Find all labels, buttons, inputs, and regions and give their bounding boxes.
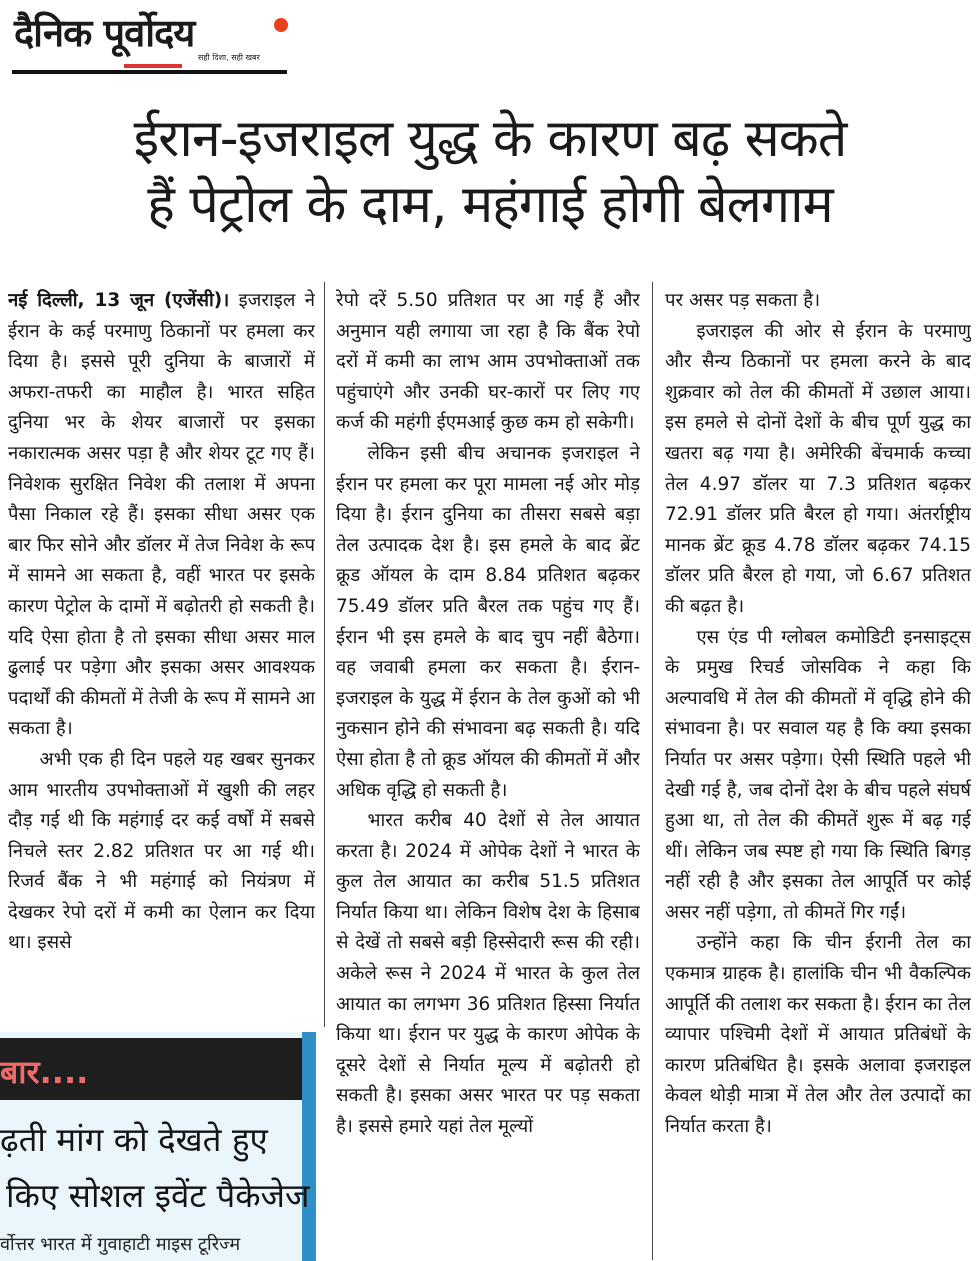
paragraph-text: इजराइल ने ईरान के कई परमाणु ठिकानों पर हमला कर दिया है। इससे पूरी दुनिया के बाजारों में अफरा-तफरी का माहौल है। भारत सहित दुनिया भर के शेयर बाजारों पर इसका नकारात्मक असर पड़ा है और शेयर टूट गए हैं। निवेशक सुरक्षित निवेश की तलाश में अपना पैसा निकाल रहे हैं। इसका सीधा असर एक बार फिर सोने और डॉलर में तेज निवेश के रूप में सामने आ सकता है, वहीं भारत पर इसके कारण पेट्रोल के दामों में बढ़ोतरी हो सकती है। यदि ऐसा होता है तो इसका सीधा असर माल ढुलाई पर पड़ेगा और इसका असर आवश्यक पदार्थों की कीमतों में तेजी के रूप में सामने आ सकता है। xyxy=(8,290,315,740)
promo-headline-line-1: ढ़ती मांग को देखते हुए xyxy=(0,1120,268,1159)
article-paragraph: लेकिन इसी बीच अचानक इजराइल ने ईरान पर हमला कर पूरा मामला नई ओर मोड़ दिया है। ईरान दुनिया का तीसरा सबसे बड़ा तेल उत्पादक देश है। इस हमले के बाद ब्रेंट क्रूड ऑयल के दाम 8.84 प्रतिशत बढ़कर 75.49 डॉलर प्रति बैरल तक पहुंच गए हैं। ईरान भी इस हमले के बाद चुप नहीं बैठेगा। वह जवाबी हमला कर सकता है। ईरान-इजराइल के युद्ध में ईरान के तेल कुओं को भी नुकसान होने की संभावना बढ़ सकती है। यदि ऐसा होता है तो क्रूड ऑयल की कीमतों में और अधिक वृद्धि हो सकती है। xyxy=(336,442,640,801)
logo-dot-icon xyxy=(274,18,288,32)
masthead-rule xyxy=(12,70,287,74)
article-paragraph: एस एंड पी ग्लोबल कमोडिटी इनसाइट्स के प्रमुख रिचर्ड जोसविक ने कहा कि अल्पावधि में तेल की कीमतों में वृद्धि होने की संभावना है। पर सवाल यह है कि क्या इसका निर्यात पर असर पड़ेगा। ऐसी स्थिति पहले भी देखी गई है, जब दोनों देश के बीच पहले संघर्ष हुआ था, तो तेल की कीमतें शुरू में बढ़ गई थीं। लेकिन जब स्पष्ट हो गया कि स्थिति बिगड़ नहीं रही है और इसका तेल आपूर्ति पर कोई असर नहीं पड़ेगा, तो कीमतें गिर गईं। xyxy=(665,626,971,923)
article-paragraph: पर असर पड़ सकता है। xyxy=(665,290,821,311)
article-paragraph: भारत करीब 40 देशों से तेल आयात करता है। 2024 में ओपेक देशों ने भारत के कुल तेल आयात का करीब 51.5 प्रतिशत निर्यात किया था। लेकिन विशेष देश के हिसाब से देखें तो सबसे बड़ी हिस्सेदारी रूस की रही। अकेले रूस ने 2024 में भारत के कुल तेल आयात का लगभग 36 प्रतिशत हिस्सा निर्यात किया था। ईरान पर युद्ध के कारण ओपेक के दूसरे देशों से निर्यात मूल्य में बढ़ोतरी हो सकती है। इसका असर भारत पर पड़ सकता है। इससे हमारे यहां तेल मूल्यों xyxy=(336,810,640,1138)
article-paragraph: रेपो दरें 5.50 प्रतिशत पर आ गई हैं और अनुमान यही लगाया जा रहा है कि बैंक रेपो दरों में कमी का लाभ आम उपभोक्ताओं तक पहुंचाएंगे और उनकी घर-कारों पर लिए गए कर्ज की महंगी ईएमआई कुछ कम हो सकेगी। xyxy=(336,290,640,434)
article-paragraph xyxy=(8,286,315,745)
article-paragraph: अभी एक ही दिन पहले यह खबर सुनकर आम भारतीय उपभोक्ताओं में खुशी की लहर दौड़ गई थी कि महंगाई दर कई वर्षों में सबसे निचले स्तर 2.82 प्रतिशत पर आ गई थी। रिजर्व बैंक ने भी महंगाई को नियंत्रण में देखकर रेपो दरों में कमी का ऐलान कर दिया था। इससे xyxy=(8,748,315,954)
masthead xyxy=(12,6,287,72)
headline-line-1: ईरान-इजराइल युद्ध के कारण बढ़ सकते xyxy=(133,109,847,169)
dateline: नई दिल्ली, 13 जून (एजेंसी)। xyxy=(8,290,230,311)
article-column-2 xyxy=(336,286,640,1261)
article-paragraph: इजराइल की ओर से ईरान के परमाणु और सैन्य ठिकानों पर हमला करने के बाद शुक्रवार को तेल की कीमतों में उछाल आया। इस हमले से दोनों देशों के बीच पूर्ण युद्ध का खतरा बढ़ गया है। अमेरिकी बेंचमार्क कच्चा तेल 4.97 डॉलर या 7.3 प्रतिशत बढ़कर 72.91 डॉलर प्रति बैरल हो गया। अंतर्राष्ट्रीय मानक ब्रेंट क्रूड 4.78 डॉलर बढ़कर 74.15 डॉलर प्रति बैरल हो गया, जो 6.67 प्रतिशत की बढ़त है। xyxy=(665,320,971,617)
promo-label: बार.... xyxy=(0,1053,89,1091)
headline xyxy=(20,106,960,238)
headline-line-2: हैं पेट्रोल के दाम, महंगाई होगी बेलगाम xyxy=(147,175,833,235)
column-divider xyxy=(324,282,325,1027)
promo-box xyxy=(0,1032,316,1261)
column-divider xyxy=(652,282,653,1260)
promo-headline-line-2: किए सोशल इवेंट पैकेजेज xyxy=(6,1176,310,1215)
promo-header-band xyxy=(0,1038,316,1100)
article-paragraph: उन्होंने कहा कि चीन ईरानी तेल का एकमात्र ग्राहक है। हालांकि चीन भी वैकल्पिक आपूर्ति की तलाश कर सकता है। ईरान का तेल व्यापार पश्चिमी देशों में आयात प्रतिबंधों के कारण प्रतिबंधित है। इसके अलावा इजराइल केवल थोड़ी मात्रा में तेल और तेल उत्पादों का निर्यात करता है। xyxy=(665,932,971,1138)
newspaper-logo: दैनिक पूर्वोदय xyxy=(14,11,195,55)
promo-accent-bar xyxy=(302,1032,316,1261)
masthead-accent-rule xyxy=(124,64,182,68)
article-column-3 xyxy=(665,286,971,1261)
masthead-tagline: सही दिशा, सही खबर xyxy=(198,53,260,62)
article-column-1 xyxy=(8,286,315,1026)
promo-teaser: र्वोत्तर भारत में गुवाहाटी माइस टूरिज्म xyxy=(0,1234,241,1255)
